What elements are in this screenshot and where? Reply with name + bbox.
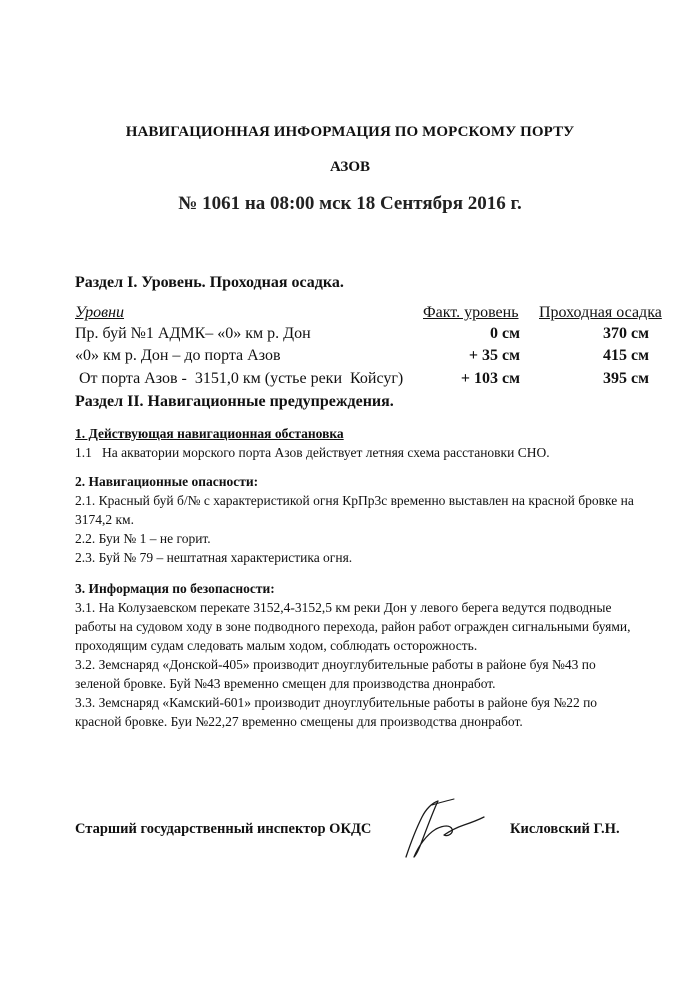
safety-text: 3.3. Земснаряд «Камский-601» производит дноуглубительные работы в районе буя №22 по — [75, 695, 598, 710]
level-row-draft: 370 см — [603, 325, 649, 342]
safety-text: красной бровке. Буи №22,27 временно смещены для производства днонработ. — [75, 714, 523, 729]
level-row-actual: 0 см — [490, 325, 520, 342]
hazard-text: 2.2. Буи № 1 – не горит. — [75, 531, 211, 546]
subheading-safety: 3. Информация по безопасности: — [75, 581, 275, 596]
subheading-current-situation: 1. Действующая навигационная обстановка — [75, 426, 344, 441]
port-name: АЗОВ — [329, 159, 371, 175]
safety-block — [75, 579, 675, 731]
level-row-name: От порта Азов - 3151,0 км (устье реки Койсуг) — [75, 370, 404, 387]
level-row-draft: 415 см — [603, 347, 649, 364]
section-1-heading: Раздел I. Уровень. Проходная осадка. — [75, 274, 344, 291]
hazards-block — [75, 472, 675, 567]
section-2-heading: Раздел II. Навигационные предупреждения. — [75, 393, 394, 410]
hazard-text: 3174,2 км. — [75, 512, 134, 527]
inspector-position: Старший государственный инспектор ОКДС — [75, 821, 372, 837]
hazard-text: 2.1. Красный буй б/№ с характеристикой огня КрПр3с временно выставлен на красной бровке на — [75, 493, 634, 508]
levels-column-header: Уровни — [75, 304, 125, 321]
hazard-text: 2.3. Буй № 79 – нештатная характеристика огня. — [75, 550, 353, 565]
actual-level-column-header: Факт. уровень — [423, 304, 519, 321]
report-number-date: № 1061 на 08:00 мск 18 Сентября 2016 г. — [178, 193, 522, 214]
safety-text: работы на судовом ходу в зоне подводного перехода, район работ огражден сигнальными буями, — [75, 619, 631, 634]
handwritten-signature — [392, 795, 502, 865]
level-row-draft: 395 см — [603, 370, 649, 387]
level-row-name: «0» км р. Дон – до порта Азов — [75, 347, 281, 364]
level-row-actual: + 103 см — [460, 370, 520, 387]
subheading-hazards: 2. Навигационные опасности: — [75, 474, 259, 489]
document-title: НАВИГАЦИОННАЯ ИНФОРМАЦИЯ ПО МОРСКОМУ ПОРТУ — [125, 124, 575, 140]
safety-text: 3.2. Земснаряд «Донской-405» производит дноуглубительные работы в районе буя №43 по — [75, 657, 596, 672]
safety-text: 3.1. На Колузаевском перекате 3152,4-3152,5 км реки Дон у левого берега ведутся подводные — [75, 600, 612, 615]
draft-column-header: Проходная осадка — [539, 304, 662, 321]
current-situation-block — [75, 424, 675, 462]
level-row-actual: + 35 см — [468, 347, 520, 364]
inspector-name: Кисловский Г.Н. — [510, 821, 620, 837]
safety-text: проходящим судам следовать малым ходом, соблюдать осторожность. — [75, 638, 478, 653]
safety-text: зеленой бровке. Буй №43 временно смещен для производства днонработ. — [75, 676, 496, 691]
level-row-name: Пр. буй №1 АДМК– «0» км р. Дон — [75, 325, 311, 342]
current-situation-text: 1.1 На акватории морского порта Азов действует летняя схема расстановки СНО. — [75, 445, 550, 460]
